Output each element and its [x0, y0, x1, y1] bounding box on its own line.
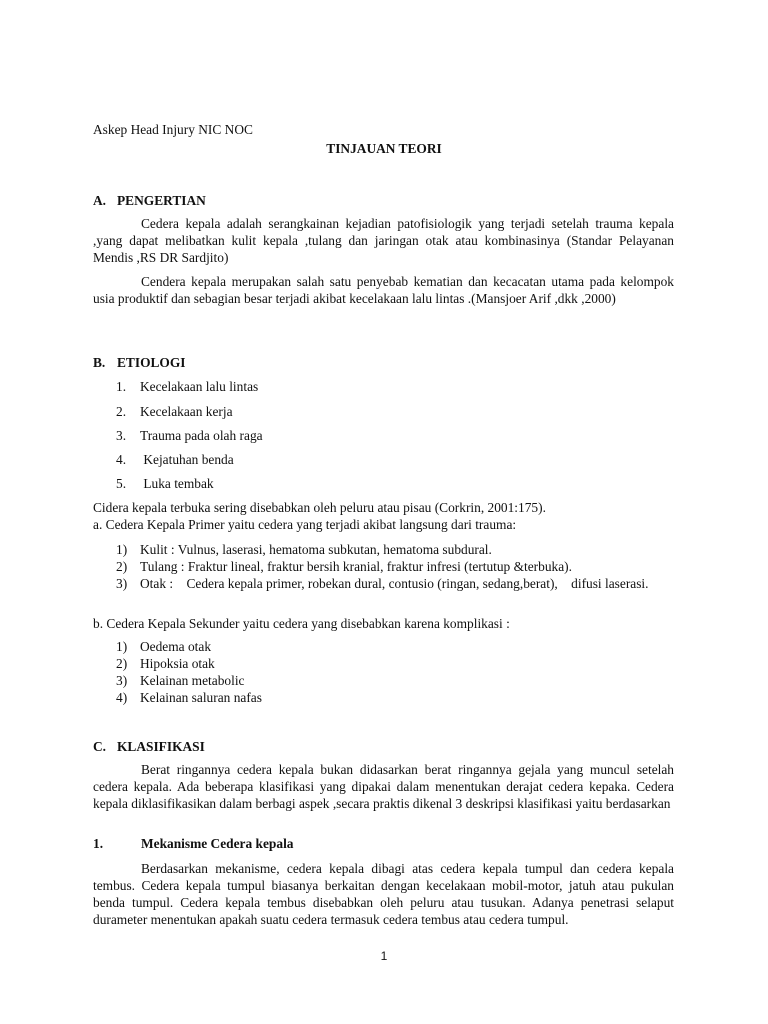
- list-number: 1): [116, 639, 128, 654]
- section-c-heading: [93, 738, 205, 755]
- list-number: 2): [116, 559, 128, 574]
- secondary-injury-paragraph: b. Cedera Kepala Sekunder yaitu cedera yang disebabkan karena komplikasi :: [93, 616, 510, 631]
- subsection-number: 1.: [93, 836, 104, 851]
- list-number: 2.: [116, 404, 127, 419]
- list-text: Kejatuhan benda: [140, 452, 234, 467]
- list-item: [116, 541, 674, 558]
- list-text: Hipoksia otak: [140, 656, 215, 671]
- list-text: Kecelakaan kerja: [140, 404, 233, 419]
- etiology-list-item: [116, 475, 214, 492]
- document-title: Askep Head Injury NIC NOC: [93, 122, 253, 137]
- list-item: [116, 689, 674, 706]
- section-b-title: ETIOLOGI: [117, 355, 186, 370]
- etiology-list-item: [116, 427, 263, 444]
- list-number: 5.: [116, 476, 127, 491]
- section-a-title: PENGERTIAN: [117, 193, 206, 208]
- list-item: [116, 558, 674, 575]
- section-a-letter: A.: [93, 193, 107, 208]
- main-heading: TINJAUAN TEORI: [326, 141, 442, 156]
- list-item: [116, 575, 674, 592]
- list-text: Luka tembak: [140, 476, 214, 491]
- section-c-paragraph-1: Berat ringannya cedera kepala bukan didasarkan berat ringannya gejala yang muncul setelah cedera kepala. Ada beberapa klasifikasi yang dipakai dalam menentukan derajat cedera kepaka. Cedera kepala diklasifikasikan dalam berbagi aspek ,secara praktis dikenal 3 deskripsi klasifikasi yaitu berdasarkan: [93, 762, 674, 811]
- etiology-list-item: [116, 403, 233, 420]
- list-number: 4): [116, 690, 128, 705]
- list-text: Oedema otak: [140, 639, 212, 654]
- secondary-injury-list: [116, 638, 674, 706]
- list-text: Otak : Cedera kepala primer, robekan dural, contusio (ringan, sedang,berat), difusi laserasi.: [140, 576, 649, 591]
- list-text: Kecelakaan lalu lintas: [140, 379, 259, 394]
- section-a-heading: [93, 192, 206, 209]
- list-number: 3): [116, 673, 128, 688]
- list-text: Kulit : Vulnus, laserasi, hematoma subkutan, hematoma subdural.: [140, 542, 492, 557]
- etiology-list-item: [116, 378, 258, 395]
- open-injury-paragraph: Cidera kepala terbuka sering disebabkan oleh peluru atau pisau (Corkrin, 2001:175).: [93, 500, 546, 515]
- list-item: [116, 638, 674, 655]
- list-number: 1): [116, 542, 128, 557]
- list-number: 4.: [116, 452, 127, 467]
- list-text: Kelainan metabolic: [140, 673, 245, 688]
- list-text: Trauma pada olah raga: [140, 428, 263, 443]
- list-text: Tulang : Fraktur lineal, fraktur bersih kranial, fraktur infresi (tertutup &terbuka).: [140, 559, 572, 574]
- list-item: [116, 655, 674, 672]
- section-a-paragraph-1: Cedera kepala adalah serangkainan kejadian patofisiologik yang terjadi setelah trauma kepala ,yang dapat melibatkan kulit kepala ,tulang dan jaringan otak atau kombinasinya (Standar Pelayanan Mendis ,RS DR Sardjito): [93, 216, 674, 265]
- section-c-paragraph-2: Berdasarkan mekanisme, cedera kepala dibagi atas cedera kepala tumpul dan cedera kepala tembus. Cedera kepala tumpul biasanya berkaitan dengan kecelakaan mobil-motor, jatuh atau pukulan benda tumpul. Cedera kepala tembus disebabkan oleh peluru atau tusukan. Adanya penetrasi selaput durameter menentukan apakah suatu cedera termasuk cedera tembus atau cedera tumpul.: [93, 861, 674, 927]
- subsection-title: Mekanisme Cedera kepala: [141, 836, 294, 851]
- primary-injury-list: [116, 541, 674, 592]
- section-b-letter: B.: [93, 355, 106, 370]
- list-number: 3.: [116, 428, 127, 443]
- list-number: 1.: [116, 379, 127, 394]
- section-a-paragraph-2: Cendera kepala merupakan salah satu penyebab kematian dan kecacatan utama pada kelompok usia produktif dan sebagian besar terjadi akibat kecelakaan lalu lintas .(Mansjoer Arif ,dkk ,2000): [93, 274, 674, 306]
- section-c-letter: C.: [93, 739, 107, 754]
- list-item: [116, 672, 674, 689]
- list-number: 3): [116, 576, 128, 591]
- page-number: 1: [380, 949, 388, 963]
- primary-injury-paragraph: a. Cedera Kepala Primer yaitu cedera yang terjadi akibat langsung dari trauma:: [93, 517, 517, 532]
- section-c-title: KLASIFIKASI: [117, 739, 205, 754]
- subsection-heading: [93, 835, 294, 852]
- section-b-heading: [93, 354, 185, 371]
- list-text: Kelainan saluran nafas: [140, 690, 262, 705]
- etiology-list-item: [116, 451, 234, 468]
- list-number: 2): [116, 656, 128, 671]
